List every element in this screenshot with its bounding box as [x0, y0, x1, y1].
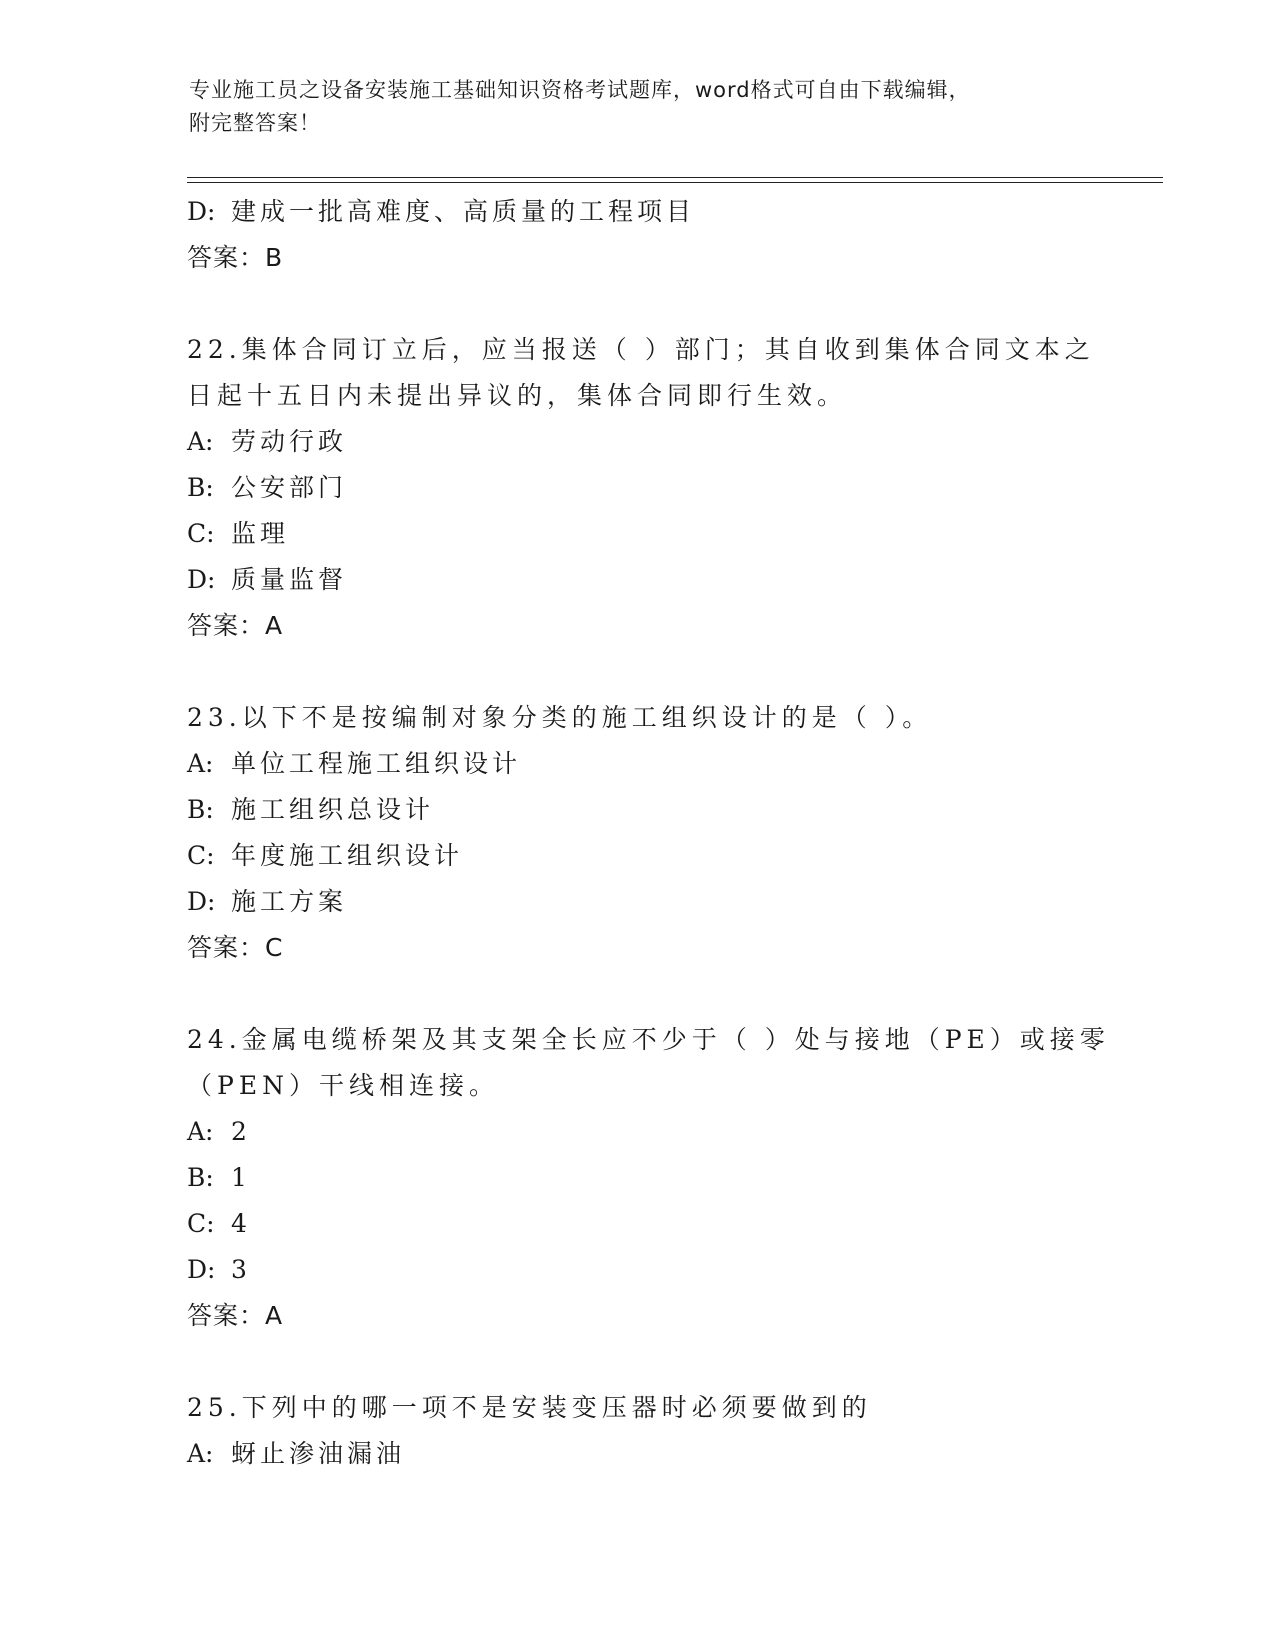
option-a	[187, 1109, 1087, 1155]
option-text: 单位工程施工组织设计	[231, 749, 522, 778]
question-stem: 24.金属电缆桥架及其支架全长应不少于（ ）处与接地（PE）或接零	[187, 1025, 1110, 1054]
document-header	[189, 74, 1069, 140]
option-text: 公安部门	[231, 473, 348, 502]
option-text: 4	[231, 1209, 251, 1238]
option-text: 3	[231, 1255, 251, 1284]
option-label: A:	[187, 427, 214, 456]
option-c	[187, 833, 1087, 879]
header-divider-top	[187, 177, 1163, 178]
option-a	[187, 1431, 1087, 1477]
option-label: D:	[187, 887, 216, 916]
answer-line: 答案：C	[187, 933, 284, 962]
option-text: 施工组织总设计	[231, 795, 435, 824]
option-label: D:	[187, 565, 216, 594]
option-label: A:	[187, 1439, 214, 1468]
question-stem: 25.下列中的哪一项不是安装变压器时必须要做到的	[187, 1393, 872, 1422]
option-b	[187, 465, 1087, 511]
spacer	[187, 1339, 1087, 1385]
spacer	[187, 281, 1087, 327]
option-b	[187, 787, 1087, 833]
option-c	[187, 1201, 1087, 1247]
option-text: 蚜止渗油漏油	[231, 1439, 406, 1468]
option-label: B:	[187, 473, 214, 502]
question-stem: （PEN）干线相连接。	[187, 1071, 499, 1100]
header-divider-bottom	[187, 182, 1163, 183]
option-text: 建成一批高难度、高质量的工程项目	[231, 197, 696, 226]
option-text: 2	[231, 1117, 251, 1146]
spacer	[187, 649, 1087, 695]
option-c	[187, 511, 1087, 557]
option-text: 劳动行政	[231, 427, 348, 456]
question-stem: 23.以下不是按编制对象分类的施工组织设计的是（ ）。	[187, 703, 933, 732]
document-body	[187, 189, 1110, 1477]
option-label: B:	[187, 795, 214, 824]
question-24	[187, 1017, 1110, 1109]
option-label: A:	[187, 1117, 214, 1146]
answer-line: 答案：A	[187, 1301, 284, 1330]
option-d	[187, 189, 1087, 235]
option-label: C:	[187, 519, 215, 548]
answer-line: 答案：B	[187, 243, 284, 272]
option-label: C:	[187, 841, 215, 870]
option-d	[187, 1247, 1087, 1293]
option-label: B:	[187, 1163, 214, 1192]
option-a	[187, 741, 1087, 787]
option-text: 质量监督	[231, 565, 348, 594]
question-25	[187, 1385, 1087, 1431]
spacer	[187, 971, 1087, 1017]
option-a	[187, 419, 1087, 465]
option-text: 施工方案	[231, 887, 348, 916]
option-label: C:	[187, 1209, 215, 1238]
answer-line: 答案：A	[187, 611, 284, 640]
option-text: 监理	[231, 519, 290, 548]
header-line-1: 专业施工员之设备安装施工基础知识资格考试题库，word格式可自由下载编辑，	[189, 78, 971, 102]
question-stem: 日起十五日内未提出异议的，集体合同即行生效。	[187, 381, 848, 410]
option-label: D:	[187, 197, 216, 226]
question-23	[187, 695, 1087, 741]
option-label: D:	[187, 1255, 216, 1284]
question-stem: 22.集体合同订立后，应当报送（ ）部门；其自收到集体合同文本之	[187, 335, 1095, 364]
option-d	[187, 879, 1087, 925]
header-line-2: 附完整答案！	[189, 111, 321, 135]
option-label: A:	[187, 749, 214, 778]
option-d	[187, 557, 1087, 603]
option-text: 1	[231, 1163, 251, 1192]
option-b	[187, 1155, 1087, 1201]
option-text: 年度施工组织设计	[231, 841, 464, 870]
question-22	[187, 327, 1095, 419]
